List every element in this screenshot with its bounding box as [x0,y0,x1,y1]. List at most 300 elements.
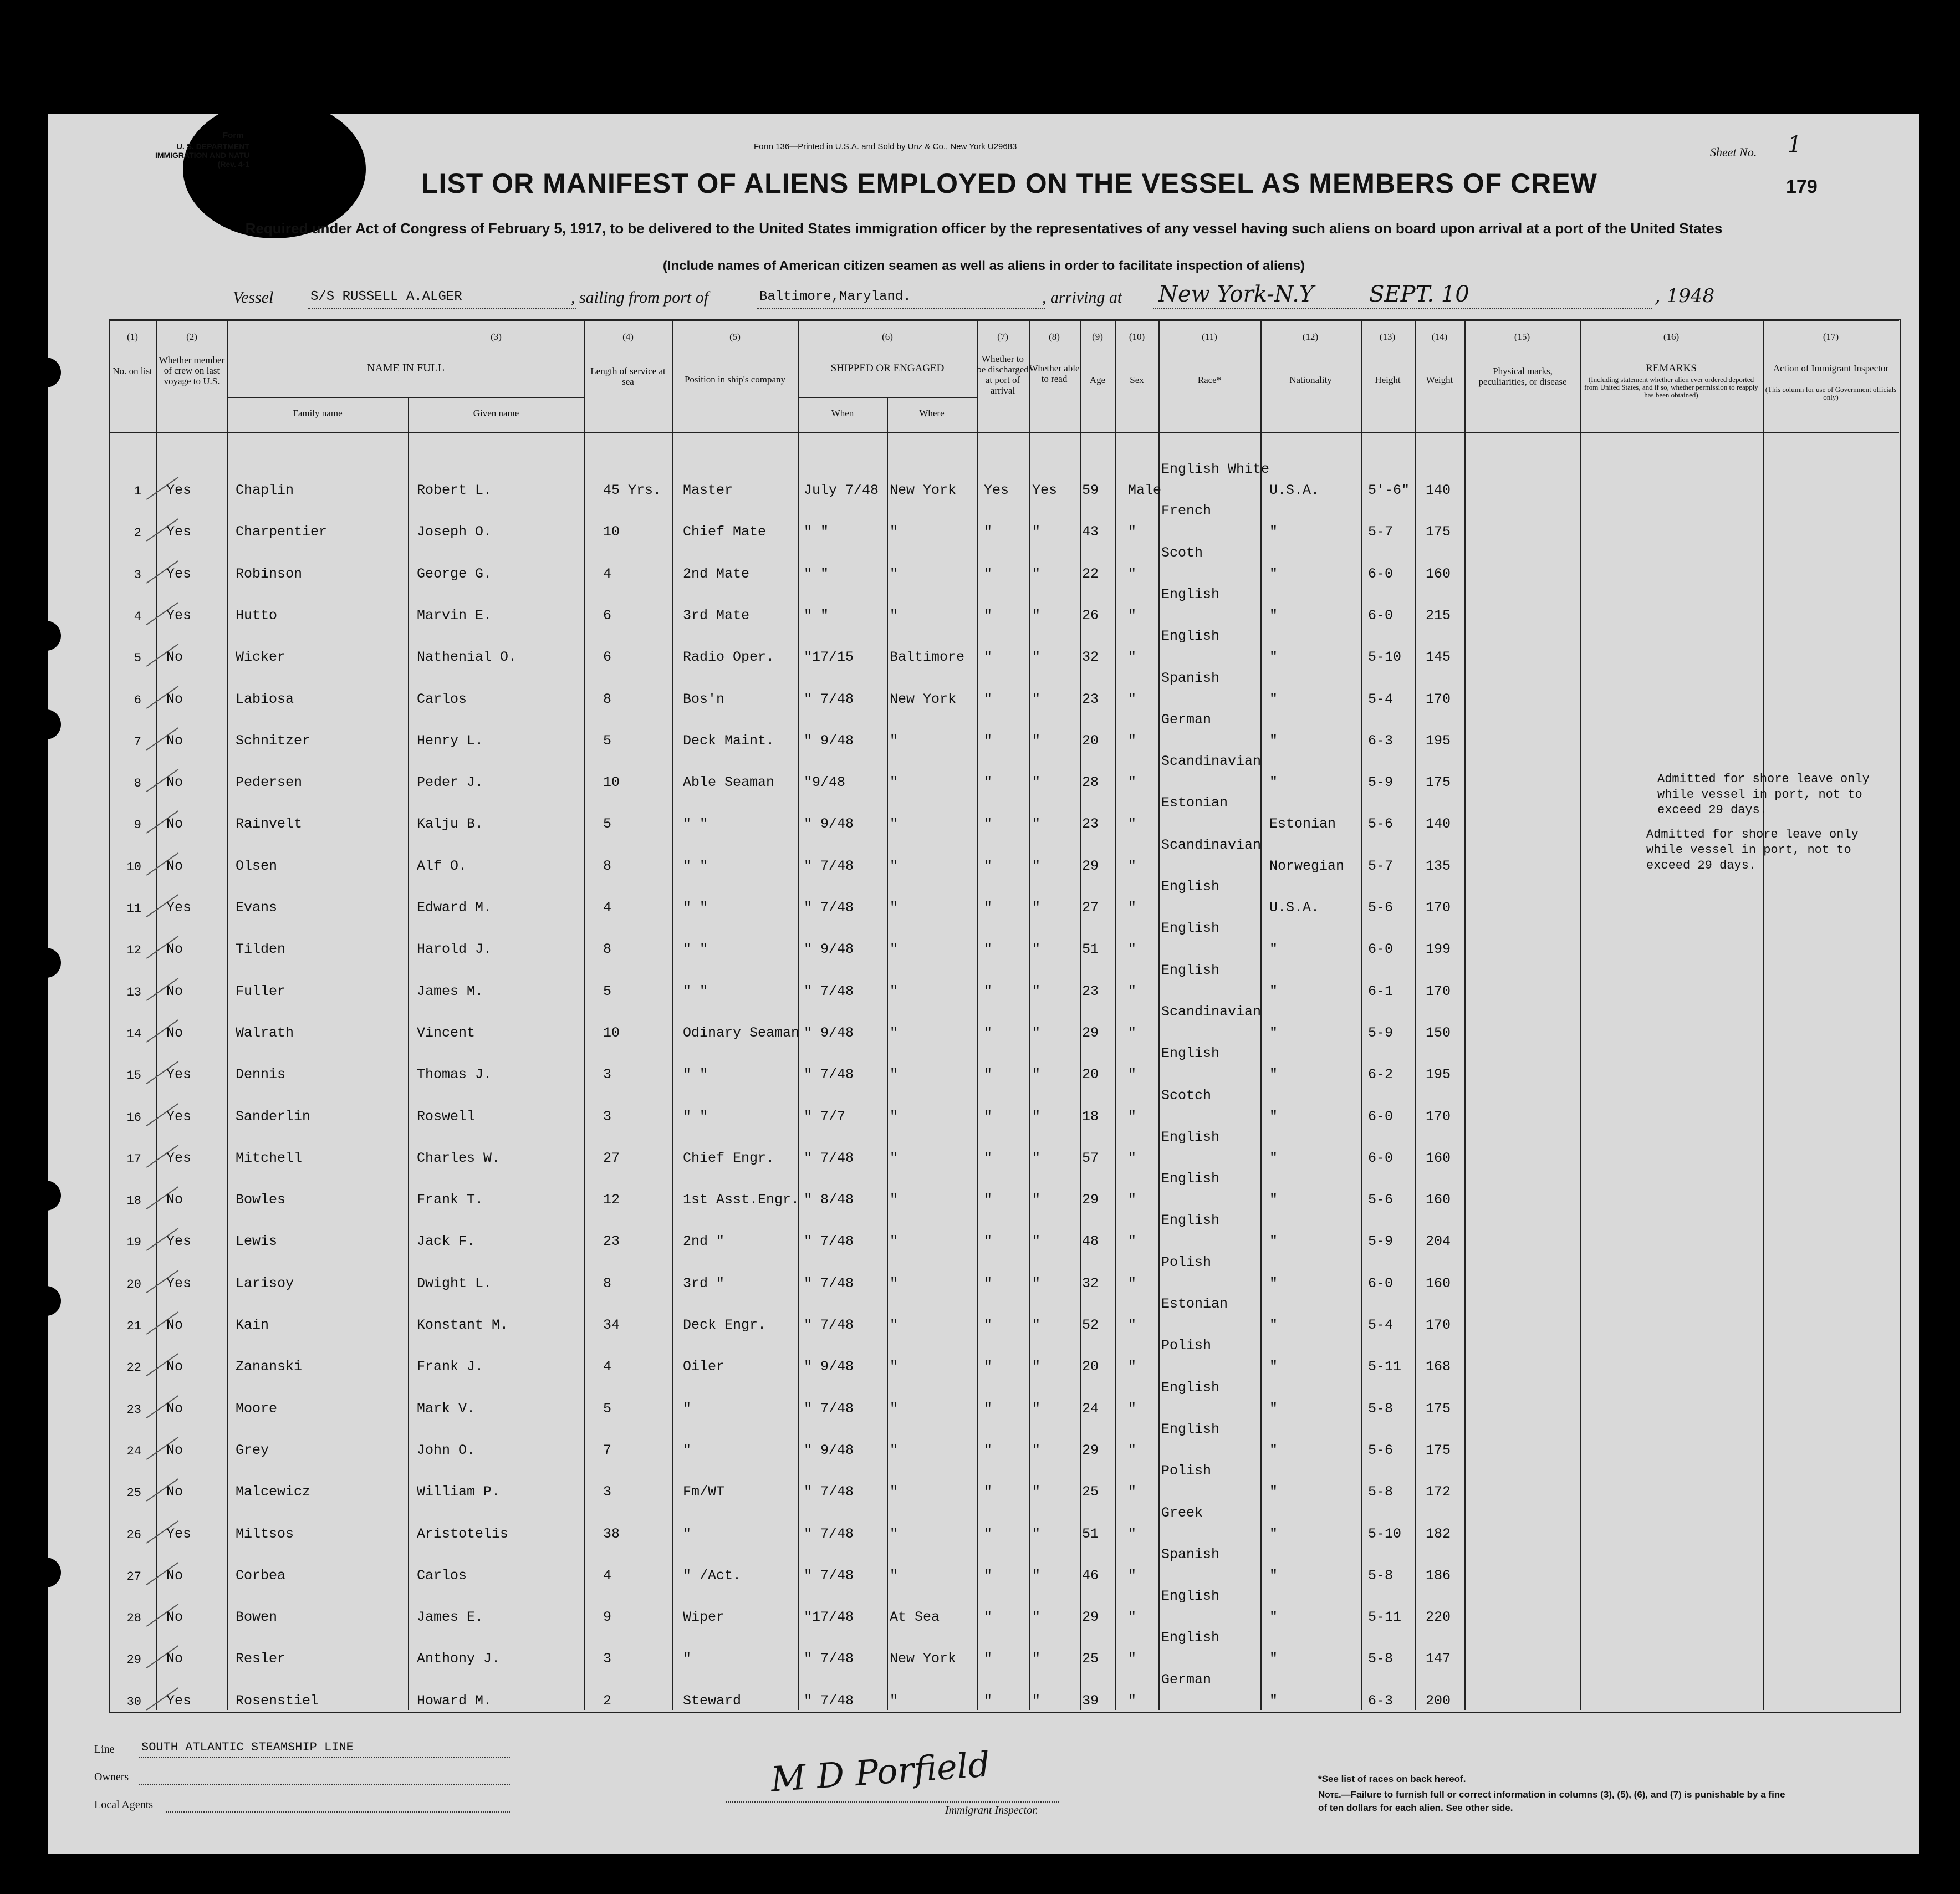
row-number: 14 [126,1027,141,1041]
age-cell: 39 [1082,1693,1099,1709]
height-cell: 5-10 [1368,649,1402,665]
nationality-cell: " [1269,1693,1278,1709]
header-inspector-action: Action of Immigrant Inspector [1773,363,1889,374]
discharge-cell: " [984,1651,993,1667]
race-cell: English [1161,1129,1220,1145]
manifest-table [109,319,1901,1713]
position-cell: " " [683,941,708,957]
column-number: (7) [997,331,1008,342]
column-number: (2) [186,331,197,342]
height-cell: 5-7 [1368,858,1394,874]
height-cell: 6-0 [1368,566,1394,582]
age-cell: 23 [1082,816,1099,832]
race-cell: English [1161,962,1220,978]
header-age: Age [1089,375,1106,385]
sex-cell: " [1128,1568,1137,1584]
prev-voyage-cell: No [166,816,183,832]
owners-underline [139,1784,510,1785]
given-name-cell: William P. [417,1484,501,1500]
family-name-cell: Robinson [236,566,303,582]
race-cell: Spanish [1161,670,1220,686]
header-nationality: Nationality [1289,375,1332,385]
discharge-cell: " [984,607,993,624]
service-length-cell: 6 [603,649,612,665]
family-name-cell: Walrath [236,1025,294,1041]
nationality-cell: " [1269,1192,1278,1208]
race-cell: English [1161,1045,1220,1061]
service-length-cell: 5 [603,733,612,749]
form-label: Form [223,131,244,140]
nationality-cell: " [1269,1359,1278,1375]
row-number: 2 [134,526,141,540]
discharge-cell: " [984,1275,993,1291]
weight-cell: 199 [1426,941,1451,957]
include-text: (Include names of American citizen seamen as well as aliens in order to facilitate inspection of aliens) [662,258,1305,273]
given-name-cell: Edward M. [417,900,492,916]
nationality-cell: " [1269,1109,1278,1125]
header-service: Length of service at sea [590,366,666,387]
race-cell: Scandinavian [1161,753,1262,769]
weight-cell: 220 [1426,1609,1451,1625]
header-race: Race* [1197,375,1222,385]
family-name-cell: Resler [236,1651,286,1667]
prev-voyage-cell: Yes [166,900,192,916]
shipped-when-cell: " 9/48 [804,941,854,957]
able-to-read-cell: " [1032,1526,1041,1542]
race-cell: English [1161,1630,1220,1646]
service-length-cell: 4 [603,1568,612,1584]
race-cell: Scotch [1161,1088,1212,1104]
nationality-cell: " [1269,1526,1278,1542]
prev-voyage-cell: Yes [166,1693,192,1709]
row-number: 29 [126,1653,141,1667]
age-cell: 32 [1082,1275,1099,1291]
able-to-read-cell: " [1032,1651,1041,1667]
able-to-read-cell: " [1032,774,1041,790]
header-weight: Weight [1426,375,1453,385]
able-to-read-cell: " [1032,1442,1041,1458]
race-cell: English [1161,1380,1220,1396]
height-cell: 6-0 [1368,1150,1394,1166]
shipped-where-cell: " [890,1066,899,1083]
weight-cell: 175 [1426,524,1451,540]
nationality-cell: " [1269,649,1278,665]
shipped-when-cell: " " [804,524,829,540]
column-number: (6) [882,331,893,342]
able-to-read-cell: " [1032,1192,1041,1208]
given-name-cell: John O. [417,1442,476,1458]
race-cell: English [1161,920,1220,936]
race-cell: Polish [1161,1463,1212,1479]
weight-cell: 170 [1426,983,1451,999]
shipped-where-cell: New York [890,1651,957,1667]
height-cell: 5-6 [1368,1442,1394,1458]
sex-cell: " [1128,691,1137,707]
agents-underline [166,1811,510,1813]
able-to-read-cell: " [1032,900,1041,916]
discharge-cell: " [984,1109,993,1125]
race-cell: Scandinavian [1161,837,1262,853]
given-name-cell: Joseph O. [417,524,492,540]
page-title: LIST OR MANIFEST OF ALIENS EMPLOYED ON THE VESSEL AS MEMBERS OF CREW [421,168,1597,199]
sex-cell: " [1128,566,1137,582]
row-number: 22 [126,1361,141,1375]
punch-hole [31,1558,61,1587]
race-cell: English [1161,1212,1220,1228]
nationality-cell: " [1269,774,1278,790]
height-cell: 5-11 [1368,1359,1402,1375]
height-cell: 6-0 [1368,607,1394,624]
nationality-cell: " [1269,1275,1278,1291]
discharge-cell: " [984,1066,993,1083]
able-to-read-cell: " [1032,524,1041,540]
prev-voyage-cell: No [166,858,183,874]
race-cell: Spanish [1161,1546,1220,1563]
age-cell: 29 [1082,1025,1099,1041]
discharge-cell: " [984,1150,993,1166]
shipped-when-cell: "9/48 [804,774,846,790]
remark-row-9: Admitted for shore leave only while vessel in port, not to exceed 29 days. [1657,772,1870,817]
shipped-where-cell: At Sea [890,1609,940,1625]
nationality-cell: " [1269,733,1278,749]
sex-cell: " [1128,1609,1137,1625]
weight-cell: 175 [1426,774,1451,790]
able-to-read-cell: " [1032,733,1041,749]
weight-cell: 182 [1426,1526,1451,1542]
row-number: 30 [126,1695,141,1709]
able-to-read-cell: Yes [1032,482,1058,498]
punch-hole [31,621,61,651]
position-cell: Chief Engr. [683,1150,775,1166]
weight-cell: 170 [1426,691,1451,707]
weight-cell: 145 [1426,649,1451,665]
service-length-cell: 4 [603,1359,612,1375]
shipped-when-cell: " " [804,607,829,624]
service-length-cell: 8 [603,858,612,874]
given-name-cell: Vincent [417,1025,476,1041]
prev-voyage-cell: No [166,1359,183,1375]
sex-cell: " [1128,649,1137,665]
column-number: (10) [1129,331,1145,342]
punch-hole [31,709,61,739]
row-number: 19 [126,1236,141,1249]
height-cell: 6-0 [1368,1275,1394,1291]
age-cell: 32 [1082,649,1099,665]
service-length-cell: 8 [603,941,612,957]
shipped-when-cell: " 7/48 [804,1484,854,1500]
given-name-cell: Carlos [417,1568,467,1584]
discharge-cell: " [984,1192,993,1208]
punch-hole [31,1286,61,1316]
nationality-cell: Estonian [1269,816,1336,832]
prev-voyage-cell: No [166,1568,183,1584]
line-underline [139,1757,510,1758]
shipped-when-cell: " 7/48 [804,1651,854,1667]
discharge-cell: " [984,1233,993,1249]
shipped-where-cell: " [890,816,899,832]
race-cell: English [1161,628,1220,644]
height-cell: 5-7 [1368,524,1394,540]
race-cell: English [1161,1421,1220,1437]
weight-cell: 195 [1426,1066,1451,1083]
shipped-when-cell: "17/48 [804,1609,854,1625]
position-cell: Odinary Seaman [683,1025,800,1041]
column-number: (3) [491,331,502,342]
shipped-where-cell: " [890,900,899,916]
discharge-cell: " [984,1317,993,1333]
row-number: 7 [134,735,141,749]
nationality-cell: " [1269,1484,1278,1500]
sex-cell: " [1128,1109,1137,1125]
inspector-signature: M D Porfield [769,1744,992,1800]
weight-cell: 160 [1426,1192,1451,1208]
discharge-cell: " [984,1693,993,1709]
given-name-cell: James M. [417,983,484,999]
position-cell: " " [683,1109,708,1125]
row-number: 21 [126,1319,141,1333]
age-cell: 46 [1082,1568,1099,1584]
service-length-cell: 10 [603,774,620,790]
discharge-cell: " [984,1484,993,1500]
service-length-cell: 3 [603,1484,612,1500]
position-cell: 1st Asst.Engr. [683,1192,800,1208]
sex-cell: " [1128,774,1137,790]
shipped-when-cell: " 9/48 [804,1442,854,1458]
sex-cell: " [1128,1150,1137,1166]
race-cell: English [1161,1588,1220,1604]
position-cell: Radio Oper. [683,649,775,665]
shipped-when-cell: " 7/48 [804,1150,854,1166]
family-name-cell: Grey [236,1442,269,1458]
prev-voyage-cell: No [166,774,183,790]
family-name-cell: Kain [236,1317,269,1333]
shipped-when-cell: " 7/48 [804,1693,854,1709]
height-cell: 5-6 [1368,1192,1394,1208]
weight-cell: 172 [1426,1484,1451,1500]
sex-cell: " [1128,1275,1137,1291]
races-note: *See list of races on back hereof. [1318,1774,1466,1784]
height-cell: 5-9 [1368,1233,1394,1249]
given-name-cell: Howard M. [417,1693,492,1709]
race-cell: Estonian [1161,1296,1228,1312]
position-cell: Bos'n [683,691,725,707]
required-text: Required under Act of Congress of February 5, 1917, to be delivered to the United States immigration officer by the representatives of any vessel having such aliens on board upon arrival at a port of the United States [245,220,1723,237]
position-cell: " [683,1401,692,1417]
race-cell: French [1161,503,1212,519]
shipped-when-cell: " 7/48 [804,983,854,999]
shipped-when-cell: " 9/48 [804,1359,854,1375]
service-length-cell: 45 Yrs. [603,482,662,498]
punch-hole [31,948,61,978]
age-cell: 29 [1082,1442,1099,1458]
weight-cell: 160 [1426,566,1451,582]
column-number: (9) [1092,331,1103,342]
given-name-cell: Frank J. [417,1359,484,1375]
discharge-cell: " [984,816,993,832]
shipped-where-cell: " [890,1359,899,1375]
prev-voyage-cell: Yes [166,1233,192,1249]
arrival-date: SEPT. 10 [1369,282,1469,307]
shipped-where-cell: " [890,1484,899,1500]
given-name-cell: James E. [417,1609,484,1625]
nationality-cell: " [1269,1025,1278,1041]
header-sex: Sex [1130,375,1144,385]
race-cell: Polish [1161,1337,1212,1354]
height-cell: 5-6 [1368,900,1394,916]
weight-cell: 170 [1426,1109,1451,1125]
prev-voyage-cell: No [166,649,183,665]
shipped-when-cell: July 7/48 [804,482,879,498]
weight-cell: 186 [1426,1568,1451,1584]
sailing-port: Baltimore,Maryland. [759,289,911,304]
sheet-number: 1 [1788,132,1802,157]
position-cell: Deck Maint. [683,733,775,749]
row-number: 25 [126,1486,141,1500]
height-cell: 5-8 [1368,1401,1394,1417]
position-cell: " " [683,858,708,874]
nationality-cell: " [1269,566,1278,582]
shipped-when-cell: " 7/48 [804,900,854,916]
sex-cell: " [1128,941,1137,957]
sex-cell: " [1128,1192,1137,1208]
column-number: (8) [1049,331,1060,342]
service-length-cell: 4 [603,566,612,582]
discharge-cell: " [984,941,993,957]
weight-cell: 175 [1426,1401,1451,1417]
family-name-cell: Rosenstiel [236,1693,319,1709]
able-to-read-cell: " [1032,1150,1041,1166]
service-length-cell: 3 [603,1066,612,1083]
able-to-read-cell: " [1032,607,1041,624]
height-cell: 5-10 [1368,1526,1402,1542]
given-name-cell: Alf O. [417,858,467,874]
vessel-underline [308,308,576,309]
race-cell: German [1161,1672,1212,1688]
family-name-cell: Hutto [236,607,278,624]
able-to-read-cell: " [1032,1066,1041,1083]
position-cell: Oiler [683,1359,725,1375]
prev-voyage-cell: No [166,1484,183,1500]
position-cell: Deck Engr. [683,1317,767,1333]
family-name-cell: Mitchell [236,1150,303,1166]
family-name-cell: Zananski [236,1359,303,1375]
service-length-cell: 3 [603,1109,612,1125]
family-name-cell: Fuller [236,983,286,999]
service-length-cell: 2 [603,1693,612,1709]
column-number: (14) [1431,331,1448,342]
service-length-cell: 8 [603,691,612,707]
weight-cell: 175 [1426,1442,1451,1458]
position-cell: " " [683,1066,708,1083]
weight-cell: 195 [1426,733,1451,749]
row-number: 12 [126,943,141,957]
shipped-where-cell: " [890,1275,899,1291]
position-cell: " [683,1526,692,1542]
ink-seal-blot [183,100,366,238]
nationality-cell: " [1269,1442,1278,1458]
family-name-cell: Moore [236,1401,278,1417]
position-cell: 2nd Mate [683,566,750,582]
given-name-cell: Peder J. [417,774,484,790]
position-cell: Wiper [683,1609,725,1625]
row-number: 11 [126,902,141,916]
position-cell: Fm/WT [683,1484,725,1500]
row-number: 28 [126,1611,141,1625]
sex-cell: " [1128,1359,1137,1375]
able-to-read-cell: " [1032,1484,1041,1500]
column-number: (12) [1302,331,1319,342]
discharge-cell: " [984,524,993,540]
position-cell: " " [683,816,708,832]
service-length-cell: 10 [603,1025,620,1041]
header-physical-marks: Physical marks, peculiarities, or disease [1478,366,1567,387]
nationality-cell: " [1269,1066,1278,1083]
sex-cell: " [1128,1526,1137,1542]
stamp-number: 179 [1786,176,1818,197]
able-to-read-cell: " [1032,1275,1041,1291]
family-name-cell: Chaplin [236,482,294,498]
given-name-cell: Henry L. [417,733,484,749]
given-name-cell: Jack F. [417,1233,476,1249]
row-number: 24 [126,1444,141,1458]
row-number: 26 [126,1528,141,1542]
fine-note: Note.—Failure to furnish full or correct information in columns (3), (5), (6), and (7) is punishable by a fine of ten dollars for each alien. See other side. [1318,1789,1785,1813]
shipped-where-cell: " [890,1233,899,1249]
sex-cell: " [1128,1233,1137,1249]
height-cell: 5-11 [1368,1609,1402,1625]
header-discharge: Whether to be discharged at port of arrival [977,354,1029,396]
family-name-cell: Dennis [236,1066,286,1083]
column-number: (1) [127,331,138,342]
height-cell: 5-4 [1368,691,1394,707]
header-no-on-list: No. on list [113,366,152,376]
family-name-cell: Evans [236,900,278,916]
arrival-year: , 1948 [1655,285,1715,307]
given-name-cell: Frank T. [417,1192,484,1208]
arriving-port: New York-N.Y [1158,282,1314,307]
age-cell: 26 [1082,607,1099,624]
header-inspector-sub: (This column for use of Government officials only) [1765,385,1897,401]
row-number: 17 [126,1152,141,1166]
shipped-where-cell: " [890,1150,899,1166]
sex-cell: " [1128,983,1137,999]
age-cell: 23 [1082,691,1099,707]
given-name-cell: Thomas J. [417,1066,492,1083]
height-cell: 6-3 [1368,733,1394,749]
prev-voyage-cell: No [166,1609,183,1625]
able-to-read-cell: " [1032,983,1041,999]
height-cell: 5-4 [1368,1317,1394,1333]
able-to-read-cell: " [1032,691,1041,707]
height-cell: 5-9 [1368,774,1394,790]
height-cell: 5-6 [1368,816,1394,832]
discharge-cell: " [984,691,993,707]
race-cell: Scoth [1161,545,1203,561]
weight-cell: 168 [1426,1359,1451,1375]
age-cell: 29 [1082,1609,1099,1625]
service-length-cell: 27 [603,1150,620,1166]
position-cell: " /Act. [683,1568,742,1584]
family-name-cell: Olsen [236,858,278,874]
row-number: 3 [134,568,141,582]
shipped-where-cell: New York [890,691,957,707]
column-number: (13) [1379,331,1396,342]
shipped-where-cell: " [890,607,899,624]
given-name-cell: Harold J. [417,941,492,957]
height-cell: 5'-6" [1368,482,1410,498]
sex-cell: " [1128,733,1137,749]
header-family-name: Family name [293,408,343,418]
